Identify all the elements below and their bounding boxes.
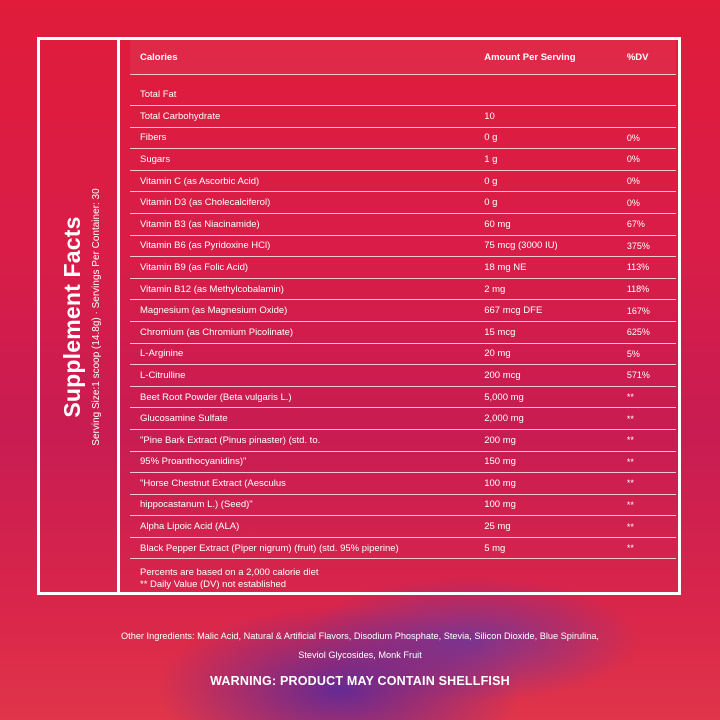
- nutrient-name: Glucosamine Sulfate: [140, 413, 228, 425]
- nutrient-name: Fibers: [140, 132, 167, 144]
- nutrient-name: Alpha Lipoic Acid (ALA): [140, 521, 240, 533]
- table-row: [130, 387, 676, 409]
- nutrient-name: hippocastanum L.) (Seed)": [140, 499, 253, 511]
- nutrient-name: 95% Proanthocyanidins)": [140, 456, 247, 468]
- nutrient-name: Vitamin C (as Ascorbic Acid): [140, 175, 260, 187]
- nutrient-name: L-Arginine: [140, 348, 184, 360]
- nutrient-dv: **: [626, 521, 634, 532]
- table-row: [130, 430, 676, 452]
- table-row: [130, 236, 676, 258]
- nutrient-amount: 10: [484, 110, 495, 122]
- nutrient-name: "Pine Bark Extract (Pinus pinaster) (std. to.: [140, 434, 321, 446]
- other-ingredients: [0, 627, 720, 665]
- nutrient-amount: 200 mg: [484, 434, 516, 446]
- nutrient-name: L-Citrulline: [140, 369, 186, 381]
- header-calories: Calories: [140, 51, 178, 63]
- nutrient-amount: 200 mcg: [484, 369, 521, 381]
- nutrient-name: "Horse Chestnut Extract (Aesculus: [140, 477, 286, 489]
- nutrient-dv: 375%: [626, 240, 650, 251]
- nutrient-amount: 150 mg: [484, 456, 516, 468]
- nutrient-dv: 0%: [626, 132, 640, 143]
- nutrient-dv: **: [626, 478, 634, 489]
- table-row: [130, 257, 676, 279]
- nutrient-amount: 15 mcg: [484, 326, 516, 338]
- table-row: [130, 538, 676, 560]
- note-calorie-diet: Percents are based on a 2,000 calorie diet: [140, 567, 319, 579]
- table-row: [130, 149, 676, 171]
- nutrient-dv: 113%: [626, 262, 650, 273]
- nutrient-amount: 2,000 mg: [484, 413, 524, 425]
- table-row: [130, 171, 676, 193]
- nutrient-dv: **: [626, 435, 634, 446]
- table-notes: [130, 559, 676, 591]
- nutrient-dv: **: [626, 499, 634, 510]
- nutrient-amount: 667 mcg DFE: [484, 305, 543, 317]
- nutrient-amount: 20 mg: [484, 348, 511, 360]
- panel-title: Supplement Facts: [58, 216, 85, 418]
- table-row: [130, 192, 676, 214]
- nutrient-amount: 60 mg: [484, 218, 511, 230]
- nutrient-name: Vitamin B6 (as Pyridoxine HCl): [140, 240, 271, 252]
- nutrient-name: Magnesium (as Magnesium Oxide): [140, 305, 288, 317]
- nutrient-name: Beet Root Powder (Beta vulgaris L.): [140, 391, 292, 403]
- table-row: [130, 473, 676, 495]
- nutrient-amount: 5,000 mg: [484, 391, 524, 403]
- nutrient-amount: 25 mg: [484, 521, 511, 533]
- nutrient-dv: **: [626, 543, 634, 554]
- note-dv-not-established: ** Daily Value (DV) not established: [140, 579, 287, 591]
- nutrient-amount: 1 g: [484, 153, 498, 165]
- table-row: [130, 516, 676, 538]
- supplement-facts-panel: [37, 37, 681, 595]
- other-ingredients-line-1: Other Ingredients: Malic Acid, Natural & Artificial Flavors, Disodium Phosphate, Stevia, Silicon Dioxide, Blue Spirulina,: [121, 631, 599, 641]
- nutrient-amount: 0 g: [484, 175, 498, 187]
- table-row: [130, 300, 676, 322]
- nutrient-dv: 0%: [626, 197, 640, 208]
- nutrient-dv: 118%: [626, 284, 650, 295]
- table-row: [130, 214, 676, 236]
- nutrient-amount: 100 mg: [484, 499, 516, 511]
- nutrient-dv: 5%: [626, 348, 640, 359]
- serving-info: Serving Size:1 scoop (14.8g) · Servings Per Container: 30: [90, 188, 102, 446]
- table-row: [130, 74, 676, 106]
- nutrient-name: Total Carbohydrate: [140, 110, 221, 122]
- nutrient-amount: 5 mg: [484, 542, 506, 554]
- nutrient-name: Vitamin B12 (as Methylcobalamin): [140, 283, 284, 295]
- table-row: [130, 106, 676, 128]
- nutrient-name: Vitamin D3 (as Cholecalciferol): [140, 197, 271, 209]
- nutrient-dv: **: [626, 392, 634, 403]
- nutrition-table: [130, 40, 676, 591]
- nutrient-name: Total Fat: [140, 88, 177, 100]
- nutrient-dv: 571%: [626, 370, 650, 381]
- nutrient-dv: 625%: [626, 327, 650, 338]
- nutrient-dv: 67%: [626, 219, 645, 230]
- nutrient-dv: 0%: [626, 154, 640, 165]
- table-header: [130, 40, 676, 74]
- nutrient-amount: 18 mg NE: [484, 261, 527, 273]
- nutrient-dv: 0%: [626, 176, 640, 187]
- table-body: [130, 74, 676, 559]
- nutrient-amount: 0 g: [484, 197, 498, 209]
- table-row: [130, 495, 676, 517]
- nutrient-dv: **: [626, 456, 634, 467]
- other-ingredients-line-2: Steviol Glycosides, Monk Fruit: [298, 650, 422, 660]
- table-row: [130, 128, 676, 150]
- header-amount: Amount Per Serving: [484, 51, 576, 63]
- header-dv: %DV: [626, 51, 649, 63]
- nutrient-name: Sugars: [140, 153, 171, 165]
- table-row: [130, 344, 676, 366]
- shellfish-warning: WARNING: PRODUCT MAY CONTAIN SHELLFISH: [210, 674, 510, 688]
- nutrient-name: Black Pepper Extract (Piper nigrum) (fruit) (std. 95% piperine): [140, 542, 399, 554]
- table-row: [130, 408, 676, 430]
- nutrient-name: Vitamin B9 (as Folic Acid): [140, 261, 249, 273]
- nutrient-name: Vitamin B3 (as Niacinamide): [140, 218, 260, 230]
- nutrient-amount: 0 g: [484, 132, 498, 144]
- table-row: [130, 279, 676, 301]
- nutrient-amount: 100 mg: [484, 477, 516, 489]
- nutrient-dv: 167%: [626, 305, 650, 316]
- table-row: [130, 322, 676, 344]
- nutrient-amount: 75 mcg (3000 IU): [484, 240, 558, 252]
- side-title-column: [40, 40, 120, 592]
- table-row: [130, 452, 676, 474]
- nutrient-dv: **: [626, 413, 634, 424]
- nutrient-amount: 2 mg: [484, 283, 506, 295]
- table-row: [130, 365, 676, 387]
- nutrient-name: Chromium (as Chromium Picolinate): [140, 326, 294, 338]
